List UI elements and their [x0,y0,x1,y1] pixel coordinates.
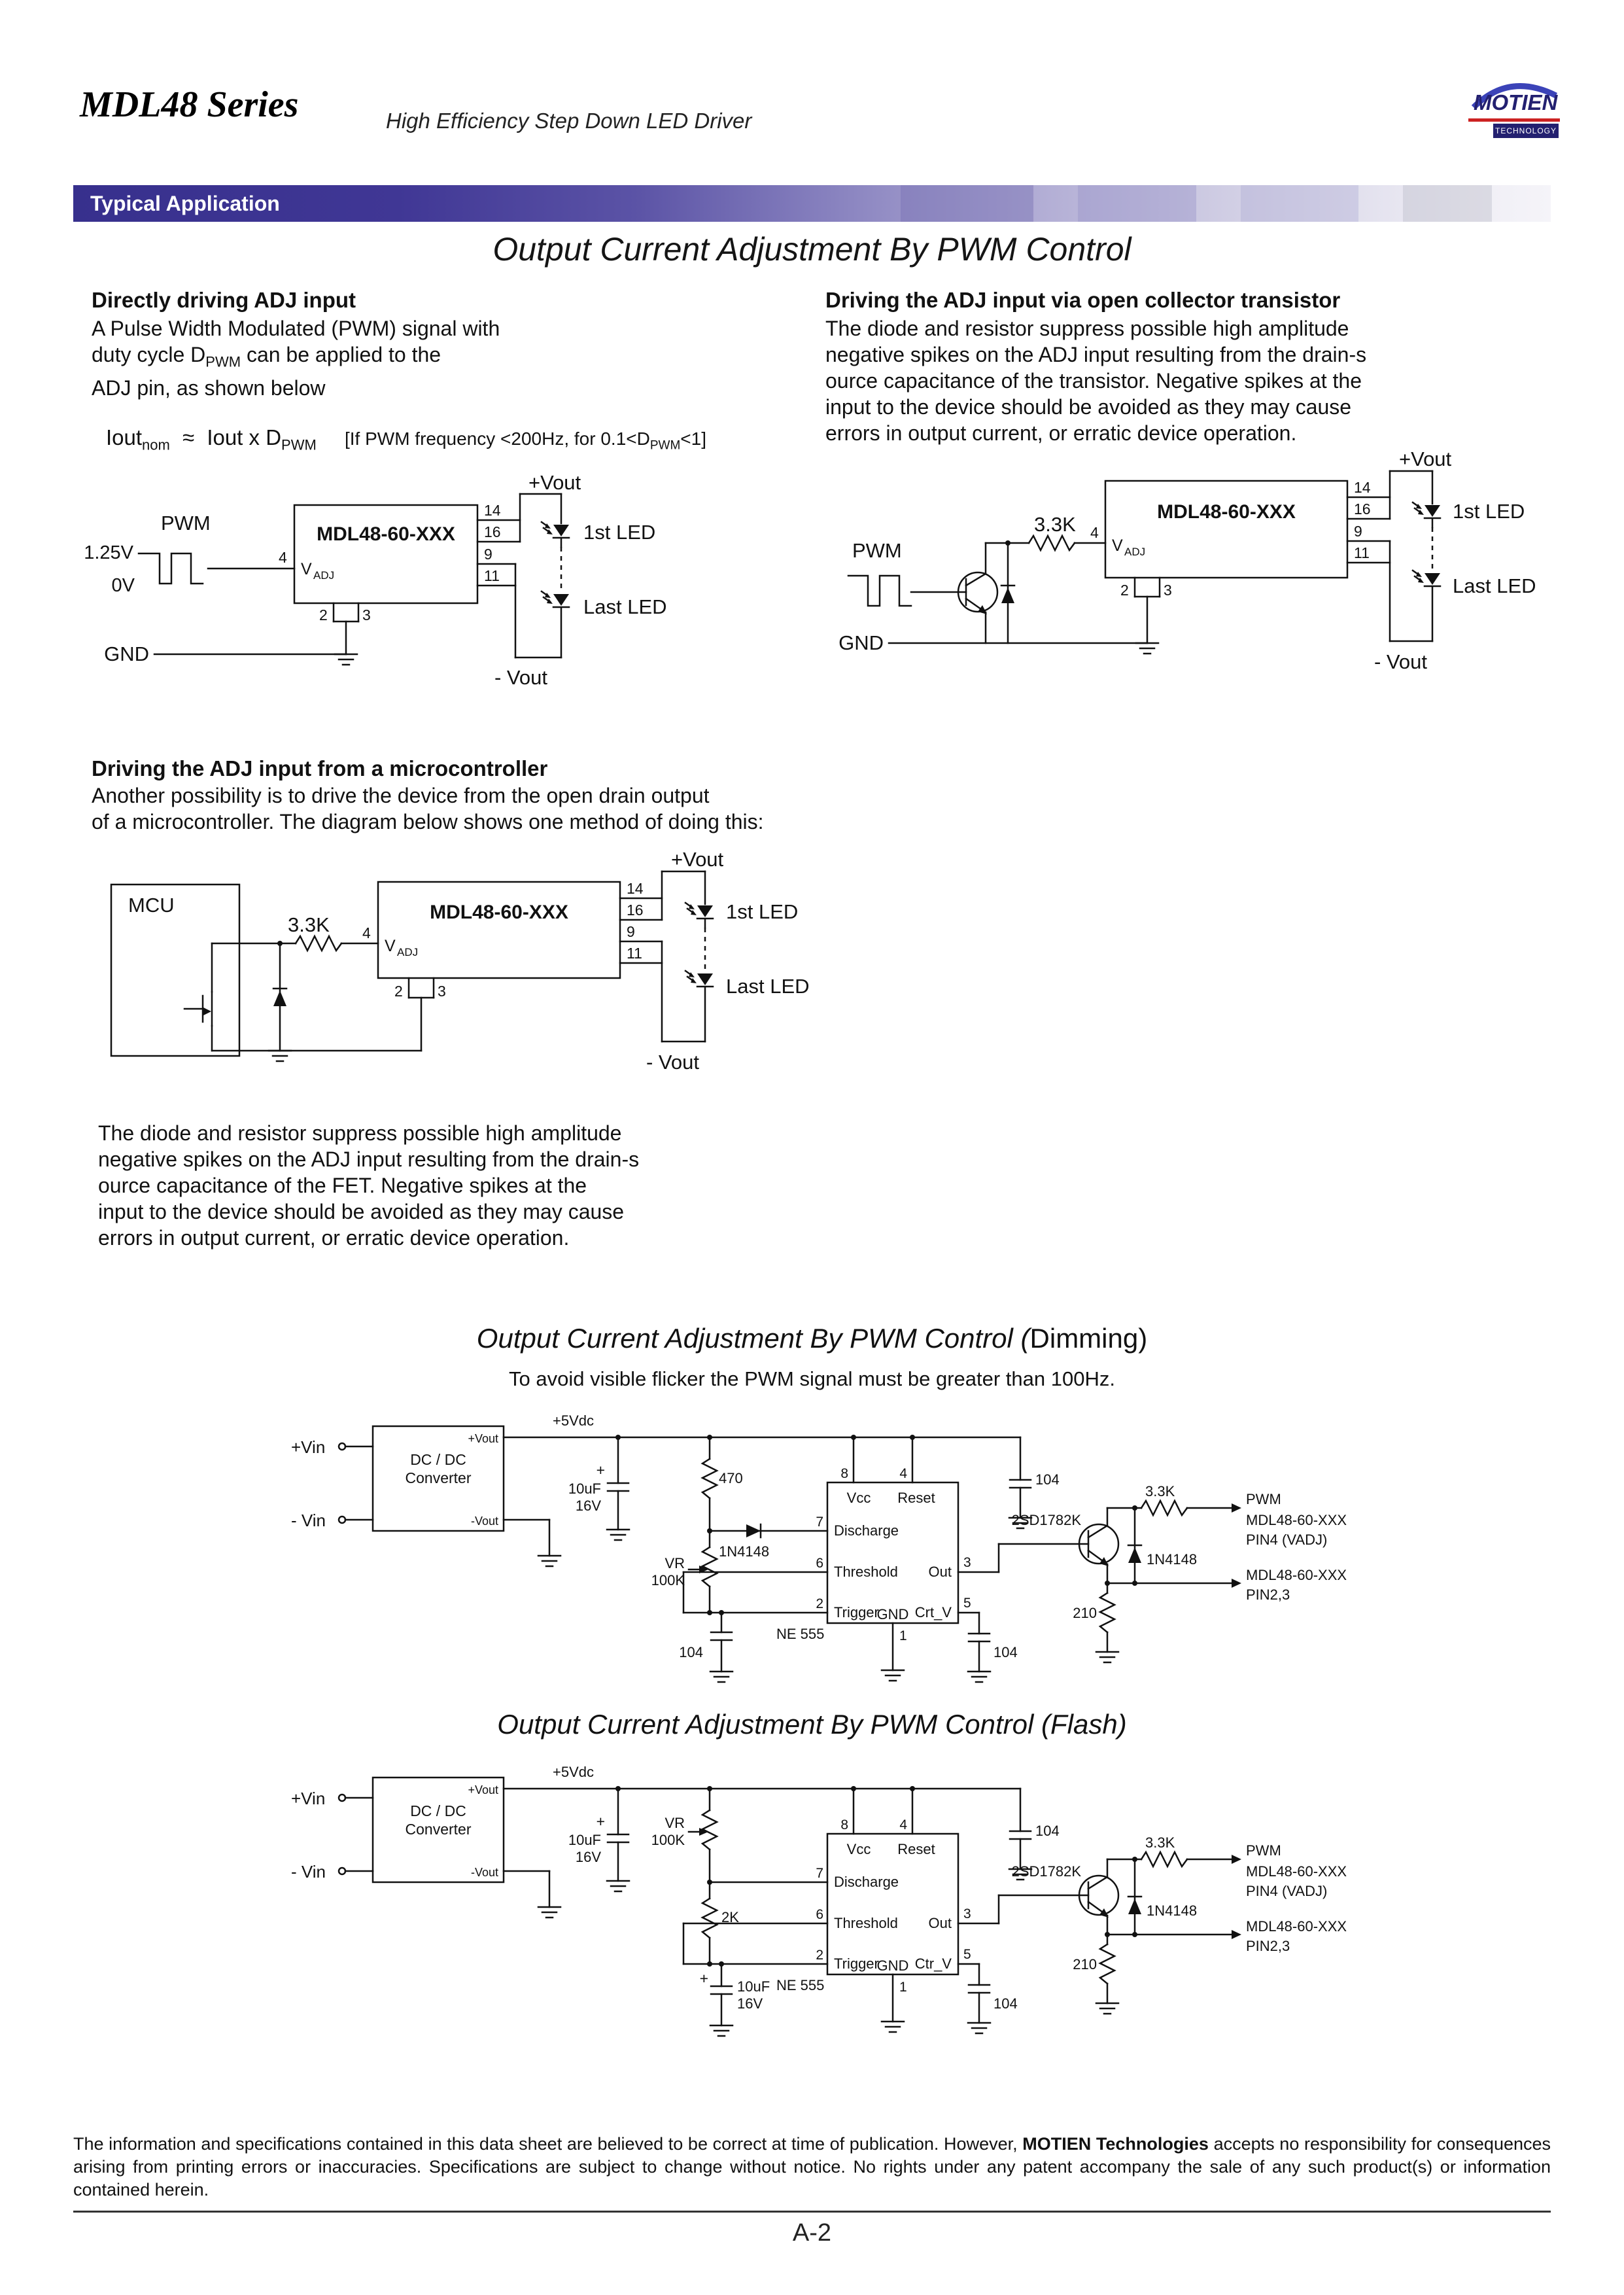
text-fragment: <1] [680,429,706,449]
output-wiring [620,848,724,1074]
vin-minus-label: - Vin [291,1862,326,1882]
pwm-out-dest: MDL48-60-XXX [1246,1863,1347,1880]
pin9-number: 9 [1354,523,1362,540]
text-line: A Pulse Width Modulated (PWM) signal with [92,317,500,340]
banner-segment [1241,185,1359,222]
ctrl-label: Ctr_V [914,1955,952,1972]
cap-value: 104 [1035,1471,1060,1488]
pin3-number: 3 [438,983,446,1000]
ic-name: MDL48-60-XXX [317,523,455,545]
output-driver [958,1834,1347,2014]
text-line: errors in output current, or erratic device operation. [98,1226,570,1250]
pwm-formula [106,425,706,454]
gnd-out-pin: PIN2,3 [1246,1938,1290,1954]
pin6-number: 6 [816,1907,823,1922]
ground-icon [1136,643,1158,654]
led-icon [685,903,713,919]
rail-label: +5Vdc [553,1764,594,1780]
pin2-number: 2 [394,983,403,1000]
banner-segment [901,185,1033,222]
page-series-subtitle: High Efficiency Step Down LED Driver [386,109,752,133]
direct-drive-paragraph [92,315,500,401]
pin4-number: 4 [1090,524,1099,541]
vin-plus-label: +Vin [291,1789,326,1808]
vcc-label: Vcc [846,1841,871,1857]
dcdc-label2: Converter [405,1821,472,1838]
pin7-number: 7 [816,1866,823,1881]
pin1-number: 1 [899,1628,907,1643]
text-fragment: can be applied to the [241,343,441,366]
circuit-pwm-flash [285,1748,1347,2042]
transistor-label: 2SD1782K [1011,1512,1081,1528]
text-line: errors in output current, or erratic device operation. [825,421,1297,445]
resistor-icon [702,1459,717,1498]
ne555-timer [776,1789,1018,2033]
arrow-icon [1232,1579,1241,1588]
logo-text: MOTIEN [1474,90,1558,114]
formula-subscript: PWM [281,436,317,453]
adj-network [212,913,378,1051]
last-led-label: Last LED [1453,574,1536,597]
resistor-value: 3.3K [288,913,330,936]
pwm-out-pin: PIN4 (VADJ) [1246,1532,1328,1548]
vout-minus-label: - Vout [494,666,547,689]
arrow-icon [1232,1930,1241,1939]
output-wiring [477,471,581,689]
pin3-number: 3 [963,1555,971,1570]
resistor-icon [1100,1593,1114,1632]
vin-plus-label: +Vin [291,1437,326,1457]
direct-drive-heading: Directly driving ADJ input [92,288,356,312]
ground-icon [968,2023,990,2033]
cap-value: 104 [993,1644,1018,1660]
ground-icon [269,1051,291,1061]
ground-icon [968,1672,990,1682]
mcu-paragraph [92,782,764,835]
terminal-icon [339,1516,345,1523]
last-led-label: Last LED [583,595,667,618]
pin16-number: 16 [484,523,501,540]
page-series-title: MDL48 Series [80,84,299,125]
mcu-label: MCU [128,894,175,917]
dcdc-converter [373,1426,504,1531]
vadj-label: V [301,560,312,578]
text-fragment: [If PWM frequency <200Hz, for 0.1<D [344,429,650,449]
ic-name: MDL48-60-XXX [430,902,568,923]
pwm-out-label: PWM [1246,1491,1281,1507]
disclaimer-text: accepts no responsibility for consequences arising from printing errors or inaccuracies. Specifications are subject to change without notice. No rights under any patent accompany the sale of any such product(s) or information contained herein. [73,2134,1551,2199]
page-title: Output Current Adjustment By PWM Control [492,231,1132,268]
led-icon [1413,502,1440,518]
banner-segment [1403,185,1492,222]
text-line: input to the device should be avoided as they may cause [98,1200,625,1223]
mdl48-ic [1105,481,1347,578]
led-string [1413,471,1536,641]
input-terminals [291,1437,373,1530]
text-line [92,342,500,375]
pin8-number: 8 [840,1817,848,1832]
open-collector-heading: Driving the ADJ input via open collector transistor [825,288,1341,312]
vr-label: VR [665,1555,685,1571]
out-label: Out [928,1564,952,1580]
first-led-label: 1st LED [1453,500,1525,523]
vadj-subscript: ADJ [313,569,335,582]
pin7-number: 7 [816,1515,823,1530]
cap-voltage: 16V [575,1498,601,1514]
pin9-number: 9 [627,923,635,940]
resistor-icon [702,1899,717,1938]
pin2-number: 2 [1120,582,1129,599]
gnd-label: GND [838,631,884,654]
led-icon [1413,570,1440,586]
formula-term: Iout [106,425,143,449]
mdl48-ic [378,882,620,978]
terminal-icon [339,1868,345,1874]
potentiometer-icon [702,1810,717,1849]
resistor-value: 3.3K [1034,513,1076,536]
cap-value: 10uF [568,1480,601,1497]
text-line: ource capacitance of the transistor. Negative spikes at the [825,369,1362,393]
discharge-label: Discharge [834,1874,899,1890]
input-capacitor [568,1437,629,1540]
logo-swoosh-icon [1468,68,1560,119]
threshold-label: Threshold [834,1564,898,1580]
fet-note-paragraph [98,1120,639,1251]
output-wiring [1347,447,1452,673]
pin14-number: 14 [1354,479,1371,496]
ground-icon [710,2025,733,2036]
adj-network [986,513,1105,643]
pin3-number: 3 [362,606,371,623]
formula-operator: ≈ [182,425,195,449]
banner-label: Typical Application [90,192,280,215]
footer-disclaimer [73,2133,1551,2213]
reset-label: Reset [897,1841,935,1857]
trigger-label: Trigger [834,1955,879,1972]
vcc-label: Vcc [846,1490,871,1506]
title-italic-part: Output Current Adjustment By PWM Control ( [497,1709,1051,1740]
text-line: ADJ pin, as shown below [92,376,326,400]
resistor-icon [1029,536,1075,550]
pin4-number: 4 [279,549,287,566]
transistor-label: 2SD1782K [1011,1863,1081,1880]
typical-application-banner [73,185,1551,222]
dcdc-label2: Converter [405,1469,472,1486]
pin2-number: 2 [816,1596,823,1611]
timing-network [651,1789,827,2036]
ground-icon [335,654,357,665]
cap-voltage: 16V [737,1995,763,2012]
low-level-label: 0V [111,575,135,596]
led-string [542,494,667,657]
cap-value: 10uF [568,1832,601,1848]
vadj-subscript: ADJ [397,946,419,958]
potentiometer-icon [702,1547,717,1586]
cap-value: 10uF [737,1978,770,1995]
pwm-source-symbol [84,512,211,596]
cap-value: 104 [1035,1823,1060,1839]
dcdc-label: DC / DC [410,1802,466,1819]
ground-wiring [838,578,1172,654]
pin9-number: 9 [484,546,492,563]
resistor-value: 2K [721,1909,739,1925]
resistor-value: 3.3K [1145,1834,1175,1851]
circuit-pwm-dimming [285,1397,1347,1691]
arrow-icon [1232,1855,1241,1864]
vr-value: 100K [651,1832,685,1848]
mdl48-ic [294,505,477,603]
gnd-label: GND [876,1606,909,1622]
resistor-value: 210 [1073,1956,1097,1972]
vout-plus-label: +Vout [528,471,581,494]
ne555-label: NE 555 [776,1626,825,1642]
ic-name: MDL48-60-XXX [1157,501,1296,523]
ne555-timer [776,1437,1018,1682]
ground-icon [710,1672,733,1682]
pin6-number: 6 [816,1556,823,1571]
flash-title [0,1709,1624,1740]
vout-plus-label: +Vout [1399,447,1452,470]
pin14-number: 14 [484,502,501,519]
text-subscript: PWM [205,353,241,370]
text-fragment: duty cycle D [92,343,206,366]
resistor-icon [1100,1944,1114,1984]
terminal-icon [339,1443,345,1450]
resistor-value: 470 [719,1470,743,1486]
cap-value: 104 [679,1644,703,1660]
dimming-title [0,1323,1624,1354]
dcdc-label: DC / DC [410,1451,466,1468]
dcdc-vout-plus: +Vout [468,1432,498,1445]
timing-network [651,1437,827,1682]
ground-icon [882,2022,904,2032]
input-capacitor [568,1789,629,1891]
formula-note [344,429,706,453]
title-plain-part: Flash) [1050,1709,1127,1740]
ctrl-label: Crt_V [914,1604,952,1621]
ground-wiring [212,978,446,1061]
vadj-label: V [385,937,396,955]
cap-polarity: + [699,1970,708,1987]
pin2-number: 2 [816,1948,823,1963]
pin5-number: 5 [963,1596,971,1611]
disclaimer-text: The information and specifications contained in this data sheet are believed to be correct at time of publication. However, [73,2134,1023,2154]
pin4-number: 4 [899,1466,907,1481]
pin8-number: 8 [840,1466,848,1481]
led-icon [685,971,713,987]
high-level-label: 1.25V [84,542,133,563]
title-plain-part: Dimming) [1029,1323,1148,1354]
pin14-number: 14 [627,880,644,897]
npn-transistor [958,543,997,643]
pin16-number: 16 [1354,500,1371,517]
text-line: input to the device should be avoided as they may cause [825,395,1352,419]
text-line: The diode and resistor suppress possible high amplitude [825,317,1349,340]
gnd-out-dest: MDL48-60-XXX [1246,1918,1347,1935]
vr-value: 100K [651,1572,685,1588]
pwm-out-pin: PIN4 (VADJ) [1246,1883,1328,1899]
banner-segment [1078,185,1196,222]
input-terminals [291,1789,373,1882]
diode-label: 1N4148 [719,1543,770,1560]
ground-icon [607,1881,629,1891]
terminal-icon [339,1795,345,1801]
text-line: negative spikes on the ADJ input resulting from the drain-s [98,1148,640,1171]
mcu-block [111,885,239,1056]
threshold-label: Threshold [834,1915,898,1931]
text-line: Another possibility is to drive the device from the open drain output [92,784,710,807]
vadj-label: V [1112,536,1123,555]
text-line: of a microcontroller. The diagram below shows one method of doing this: [92,810,764,833]
circuit-mcu-drive [92,844,850,1106]
formula-term: Iout x D [207,425,282,449]
vin-minus-label: - Vin [291,1511,326,1530]
dcdc-vout-minus: -Vout [470,1515,498,1528]
diode-label: 1N4148 [1147,1551,1198,1568]
gnd-label: GND [876,1957,909,1974]
resistor-value: 3.3K [1145,1483,1175,1499]
vout-minus-label: - Vout [1374,650,1427,673]
vout-plus-label: +Vout [671,848,724,871]
vr-label: VR [665,1815,685,1831]
ground-icon [538,1907,561,1918]
cap-voltage: 16V [575,1849,601,1865]
text-line: ource capacitance of the FET. Negative spikes at the [98,1174,587,1197]
pin4-number: 4 [362,924,371,941]
circuit-direct-drive [84,464,733,720]
resistor-icon [1141,1501,1187,1515]
ne555-label: NE 555 [776,1977,825,1993]
ground-wiring [104,603,371,665]
disclaimer-company: MOTIEN Technologies [1022,2134,1209,2154]
pwm-label: PWM [852,539,902,562]
dcdc-vout-plus: +Vout [468,1783,498,1796]
pin11-number: 11 [1354,544,1370,561]
reset-label: Reset [897,1490,935,1506]
logo-technology-label: TECHNOLOGY [1493,124,1559,138]
led-string [685,871,810,1042]
text-subscript: PWM [649,438,681,453]
out-label: Out [928,1915,952,1931]
dimming-subtitle: To avoid visible flicker the PWM signal must be greater than 100Hz. [509,1367,1115,1390]
circuit-open-collector [821,445,1553,726]
ground-icon [538,1556,561,1566]
pwm-out-dest: MDL48-60-XXX [1246,1512,1347,1528]
pin11-number: 11 [484,567,500,584]
resistor-value: 210 [1073,1605,1097,1621]
led-icon [542,591,569,607]
pin5-number: 5 [963,1947,971,1962]
cap-polarity: + [596,1813,605,1830]
page-number: A-2 [792,2219,832,2247]
vadj-subscript: ADJ [1124,546,1146,558]
resistor-icon [296,936,341,951]
pin11-number: 11 [627,945,642,962]
text-line: The diode and resistor suppress possible high amplitude [98,1121,622,1145]
diode-label: 1N4148 [1147,1902,1198,1919]
pin16-number: 16 [627,902,644,919]
formula-subscript: nom [142,436,170,453]
cap-polarity: + [596,1462,605,1479]
pwm-source-symbol [848,539,911,606]
pin3-number: 3 [963,1906,971,1921]
ground-icon [1096,2003,1118,2014]
resistor-icon [1141,1852,1187,1866]
pin3-number: 3 [1164,582,1172,599]
open-collector-paragraph [825,315,1366,446]
vout-minus-label: - Vout [646,1051,699,1074]
ground-icon [1096,1652,1118,1662]
pin1-number: 1 [899,1980,907,1995]
company-logo [1468,68,1560,138]
pin4-number: 4 [899,1817,907,1832]
discharge-label: Discharge [834,1522,899,1539]
dcdc-vout-minus: -Vout [470,1866,498,1879]
arrow-icon [1232,1503,1241,1513]
pwm-label: PWM [161,512,211,534]
led-icon [542,522,569,538]
last-led-label: Last LED [726,975,810,998]
title-italic-part: Output Current Adjustment By PWM Control ( [476,1323,1030,1354]
ground-icon [882,1670,904,1681]
pin2-number: 2 [319,606,328,623]
rail-label: +5Vdc [553,1412,594,1429]
cap-value: 104 [993,1995,1018,2012]
ground-icon [607,1530,629,1540]
first-led-label: 1st LED [726,900,799,923]
text-line: negative spikes on the ADJ input resulting from the drain-s [825,343,1367,366]
trigger-label: Trigger [834,1604,879,1621]
gnd-out-dest: MDL48-60-XXX [1246,1567,1347,1583]
gnd-label: GND [104,642,149,665]
gnd-out-pin: PIN2,3 [1246,1586,1290,1603]
pwm-out-label: PWM [1246,1842,1281,1859]
mcu-heading: Driving the ADJ input from a microcontroller [92,756,548,780]
dcdc-converter [373,1778,504,1882]
output-driver [958,1483,1347,1662]
first-led-label: 1st LED [583,521,656,544]
